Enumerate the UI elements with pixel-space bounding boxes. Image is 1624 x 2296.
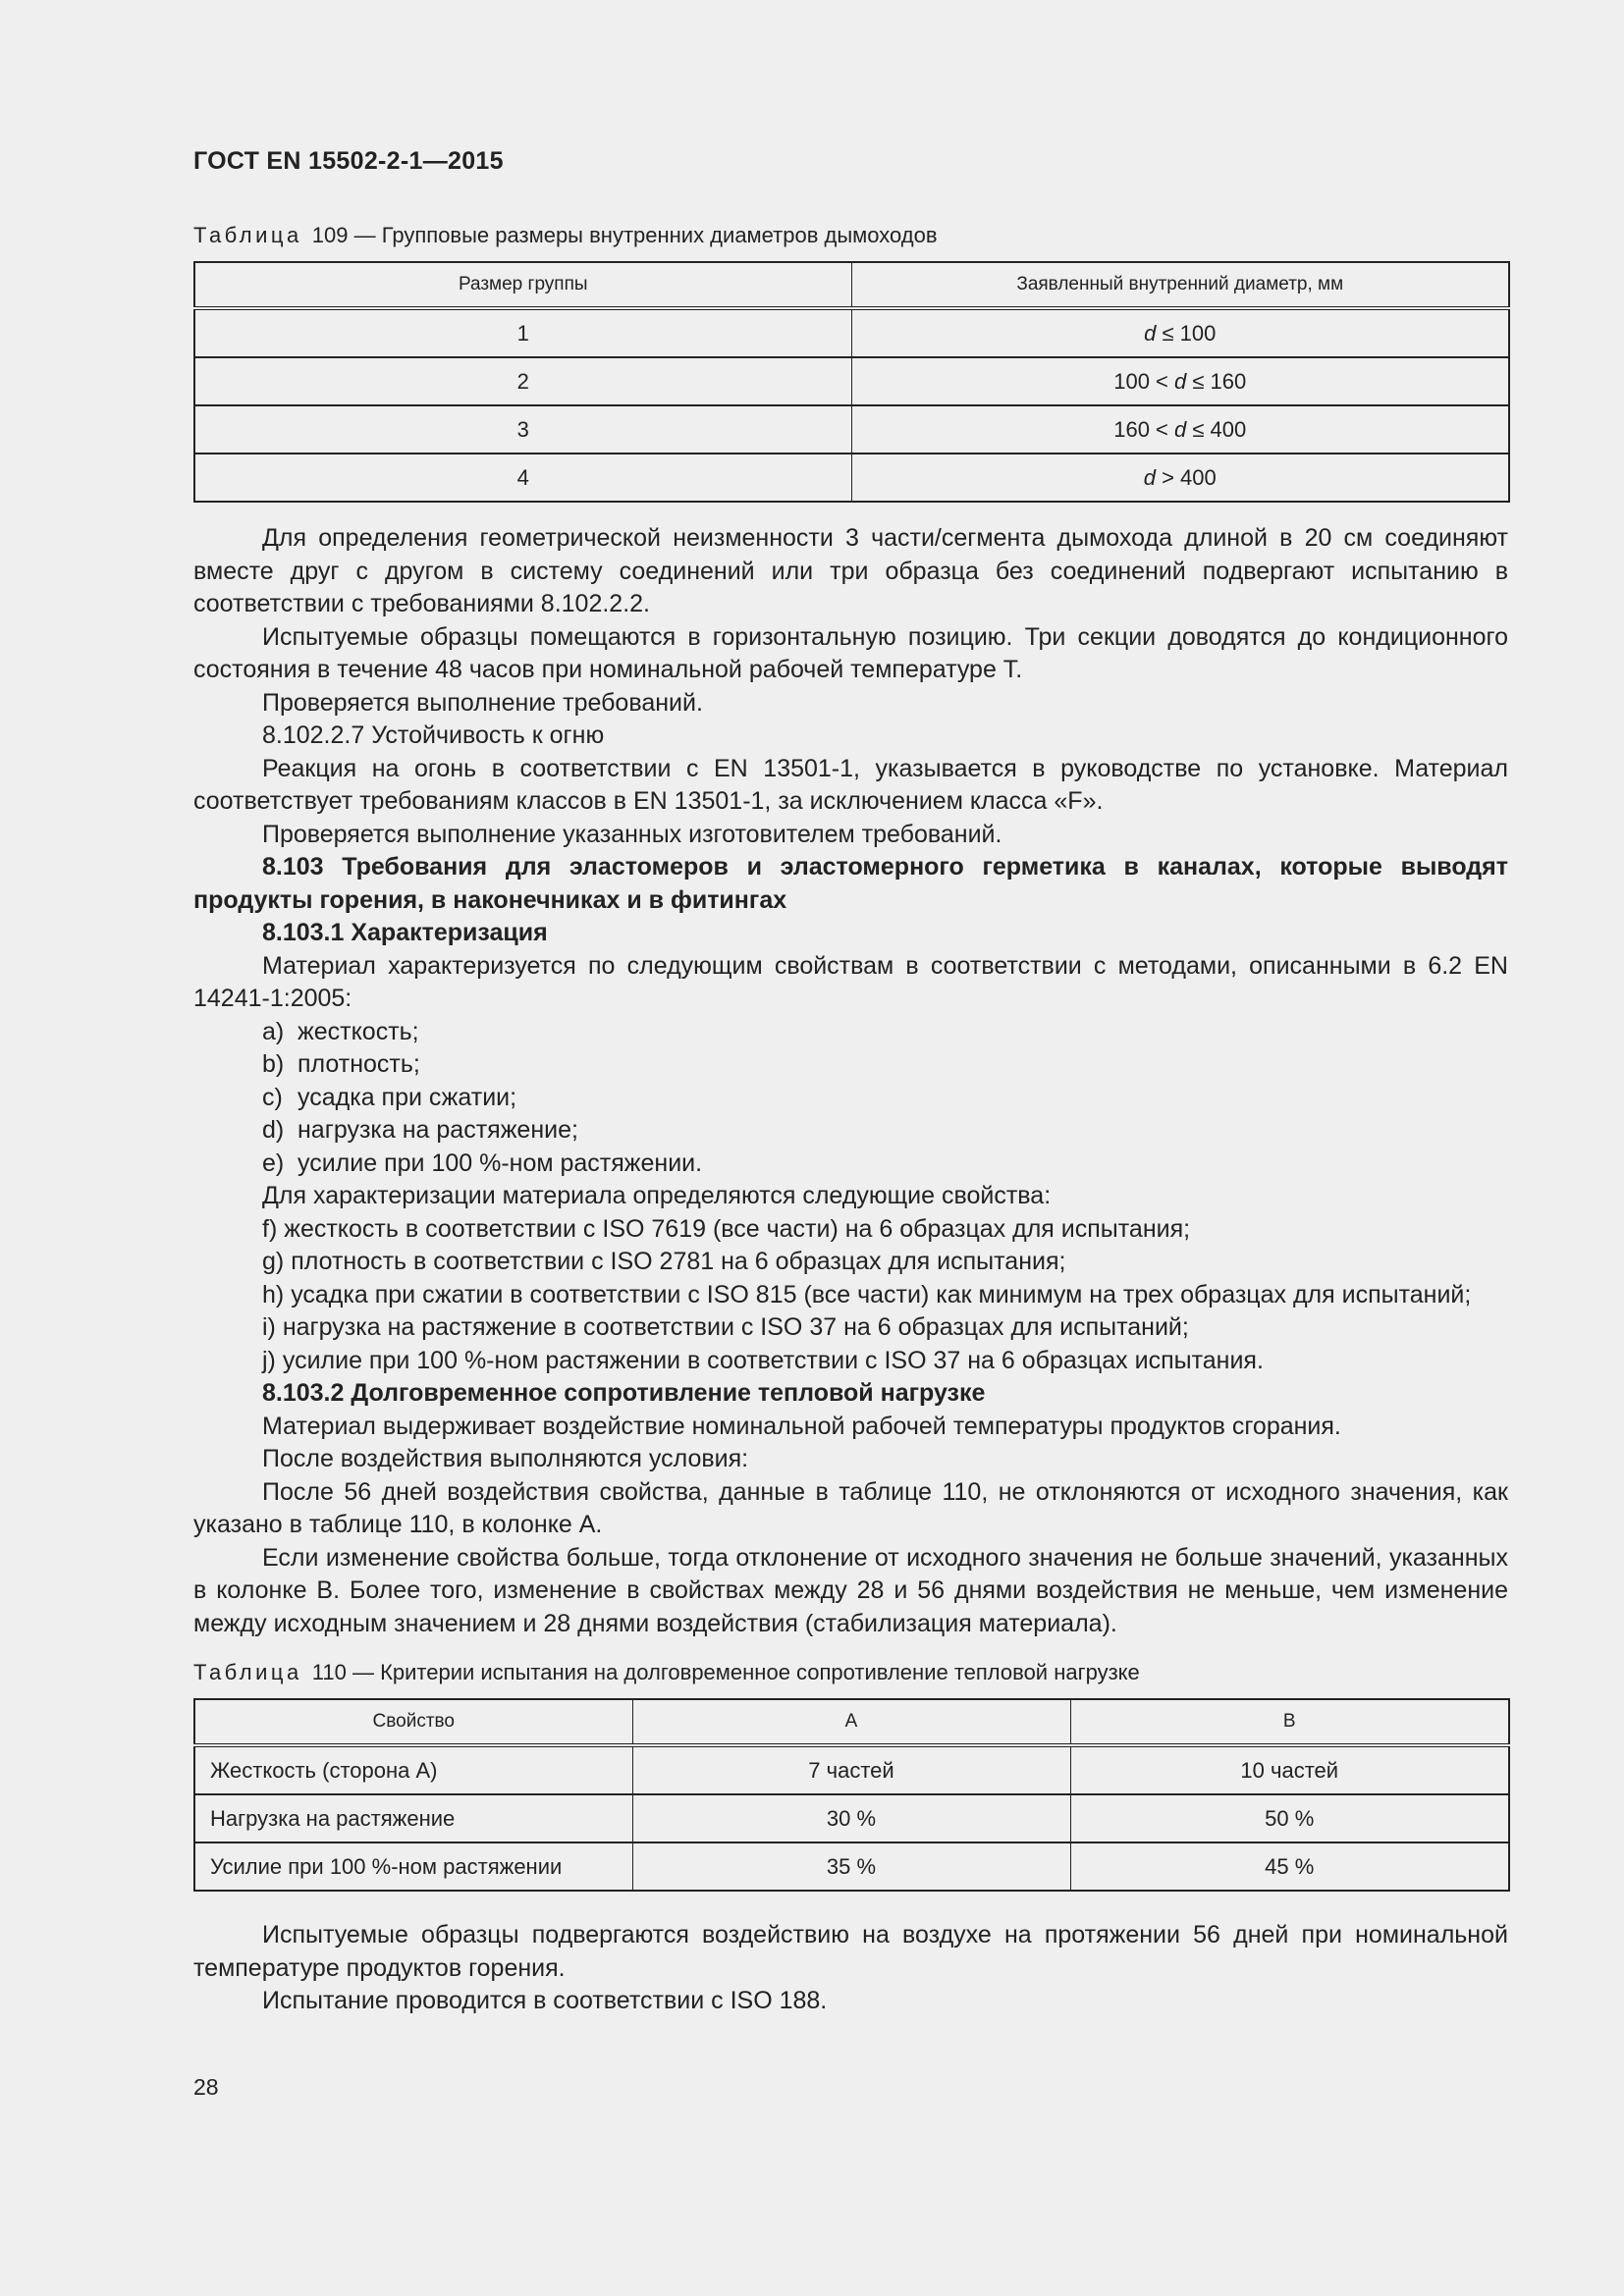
list-item: a) жесткость; bbox=[262, 1017, 419, 1045]
table-110-caption bbox=[193, 1660, 1508, 1685]
table-row bbox=[194, 454, 1509, 502]
table-row bbox=[194, 405, 1509, 454]
table-cell-property: Жесткость (сторона A) bbox=[194, 1745, 632, 1794]
list-item: d) нагрузка на растяжение; bbox=[262, 1116, 578, 1144]
table-row bbox=[194, 1745, 1509, 1794]
table-cell-diameter: d > 400 bbox=[1143, 464, 1217, 490]
table-cell-b: 50 % bbox=[1070, 1794, 1509, 1842]
paragraph: Проверяется выполнение требований. bbox=[262, 688, 703, 717]
table-cell-a: 30 % bbox=[632, 1794, 1070, 1842]
table-cell-b: 45 % bbox=[1265, 1853, 1315, 1879]
section-heading: 8.103 Требования для эластомеров и эластомерного герметика в каналах, которые выводят продукты горения, в наконечниках и в фитингах bbox=[193, 853, 1508, 914]
table-row bbox=[194, 357, 1509, 405]
clause-heading: 8.102.2.7 Устойчивость к огню bbox=[262, 721, 605, 749]
table-row bbox=[194, 308, 1509, 357]
table-cell-a: 7 частей bbox=[632, 1745, 1070, 1794]
table-header-cell: B bbox=[1070, 1699, 1509, 1745]
table-header-cell: Свойство bbox=[194, 1699, 632, 1745]
table-cell-diameter: d ≤ 100 bbox=[851, 308, 1509, 357]
list-item: i) нагрузка на растяжение в соответствии с ISO 37 на 6 образцах для испытаний; bbox=[262, 1313, 1189, 1341]
table-cell-a: 35 % bbox=[632, 1842, 1070, 1891]
list-item: f) жесткость в соответствии с ISO 7619 (все части) на 6 образцах для испытания; bbox=[262, 1214, 1191, 1243]
paragraph: Материал характеризуется по следующим свойствам в соответствии с методами, описанными в 6.2 EN 14241-1:2005: bbox=[193, 951, 1508, 1012]
paragraph: После 56 дней воздействия свойства, данные в таблице 110, не отклоняются от исходного значения, как указано в таблице 110, в колонке A. bbox=[193, 1477, 1508, 1538]
paragraph: Реакция на огонь в соответствии с EN 13501-1, указывается в руководстве по установке. Материал соответствует требованиям классов в EN 13501-1, за исключением класса «F». bbox=[193, 754, 1508, 815]
table-cell-diameter: 160 < d ≤ 400 bbox=[851, 405, 1509, 454]
table-cell-property: Нагрузка на растяжение bbox=[194, 1794, 632, 1842]
table-caption-word: Таблица bbox=[193, 1660, 302, 1684]
table-header-cell: Заявленный внутренний диаметр, мм bbox=[851, 262, 1509, 308]
subsection-heading: 8.103.1 Характеризация bbox=[262, 919, 548, 946]
list-item: e) усилие при 100 %-ном растяжении. bbox=[262, 1148, 703, 1177]
table-caption-word: Таблица bbox=[193, 223, 302, 247]
paragraph: Испытание проводится в соответствии с ISO 188. bbox=[262, 1987, 828, 2014]
table-header-row bbox=[194, 262, 1509, 308]
table-row bbox=[194, 1794, 1509, 1842]
list-item: h) усадка при сжатии в соответствии с ISO 815 (все части) как минимум на трех образцах для испытаний; bbox=[262, 1280, 1472, 1308]
table-header-cell: A bbox=[632, 1699, 1070, 1745]
document-header: ГОСТ EN 15502-2-1—2015 bbox=[193, 147, 504, 175]
table-caption-text: 110 — Критерии испытания на долговременное сопротивление тепловой нагрузке bbox=[311, 1660, 1140, 1684]
table-109 bbox=[193, 261, 1510, 503]
table-header-cell: Размер группы bbox=[194, 262, 851, 308]
body-text bbox=[193, 522, 1508, 1640]
document-page bbox=[193, 147, 1508, 2018]
body-text-end bbox=[193, 1919, 1508, 2018]
table-cell-b: 10 частей bbox=[1070, 1745, 1509, 1794]
table-cell-property: Усилие при 100 %-ном растяжении bbox=[194, 1842, 632, 1891]
table-109-caption bbox=[193, 223, 1508, 248]
list-item: c) усадка при сжатии; bbox=[262, 1083, 517, 1111]
table-header-row bbox=[194, 1699, 1509, 1745]
table-cell-group: 1 bbox=[194, 308, 851, 357]
paragraph: Материал выдерживает воздействие номинальной рабочей температуры продуктов сгорания. bbox=[262, 1412, 1341, 1440]
list-item: b) плотность; bbox=[262, 1050, 420, 1078]
table-110 bbox=[193, 1698, 1510, 1892]
table-row bbox=[194, 1842, 1509, 1891]
list-item: g) плотность в соответствии с ISO 2781 на 6 образцах для испытания; bbox=[262, 1248, 1066, 1275]
table-cell-diameter: 100 < d ≤ 160 bbox=[851, 357, 1509, 405]
paragraph: После воздействия выполняются условия: bbox=[262, 1445, 749, 1472]
paragraph: Если изменение свойства больше, тогда отклонение от исходного значения не больше значений, указанных в колонке B. Более того, изменение в свойствах между 28 и 56 днями воздействия не меньше, чем изменение между исходным значением и 28 днями воздействия (стабилизация материала). bbox=[193, 1543, 1508, 1637]
subsection-heading: 8.103.2 Долговременное сопротивление тепловой нагрузке bbox=[262, 1379, 986, 1407]
paragraph: Испытуемые образцы подвергаются воздействию на воздухе на протяжении 56 дней при номинальной температуре продуктов горения. bbox=[193, 1921, 1508, 1982]
table-cell-group: 2 bbox=[194, 357, 851, 405]
paragraph: Для характеризации материала определяются следующие свойства: bbox=[262, 1182, 1052, 1209]
paragraph: Проверяется выполнение указанных изготовителем требований. bbox=[262, 820, 1002, 848]
table-cell-group: 4 bbox=[194, 454, 851, 502]
table-caption-text: 109 — Групповые размеры внутренних диаметров дымоходов bbox=[311, 223, 938, 247]
page-number: 28 bbox=[193, 2074, 219, 2100]
table-cell-group: 3 bbox=[194, 405, 851, 454]
paragraph: Для определения геометрической неизменности 3 части/сегмента дымохода длиной в 20 см соединяют вместе друг с другом в систему соединений или три образца без соединений подвергают испытанию в соответствии с требованиями 8.102.2.2. bbox=[193, 524, 1508, 617]
list-item: j) усилие при 100 %-ном растяжении в соответствии с ISO 37 на 6 образцах испытания. bbox=[262, 1346, 1264, 1374]
paragraph: Испытуемые образцы помещаются в горизонтальную позицию. Три секции доводятся до кондиционного состояния в течение 48 часов при номинальной рабочей температуре T. bbox=[193, 622, 1508, 683]
